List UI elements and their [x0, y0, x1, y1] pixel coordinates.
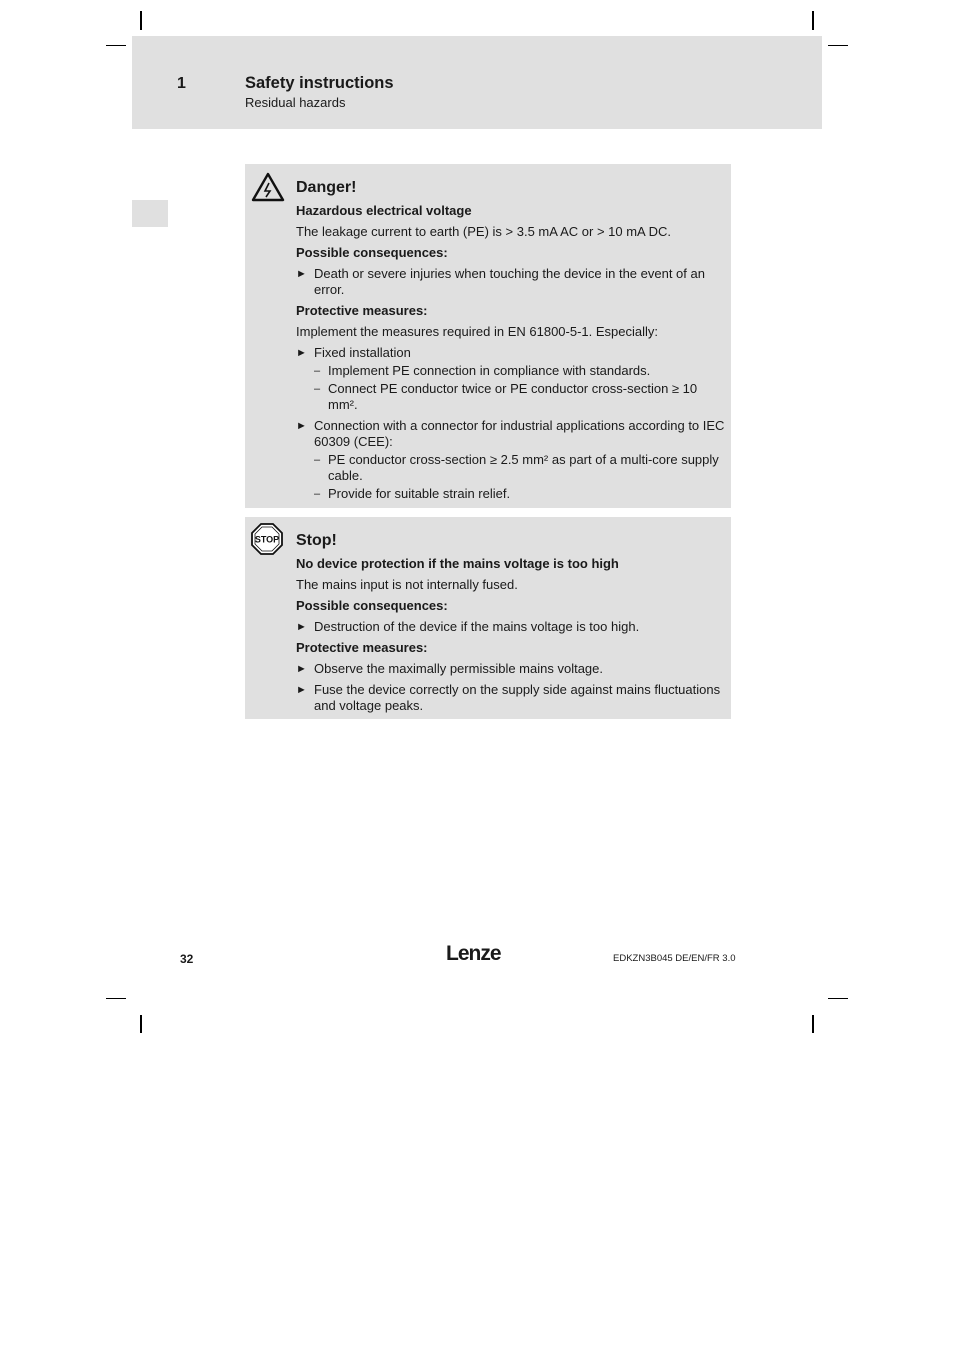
danger-title: Danger!	[296, 179, 357, 196]
dash-icon: –	[314, 383, 321, 395]
list-item	[296, 266, 725, 298]
list-item-text: Destruction of the device if the mains voltage is too high.	[314, 619, 640, 634]
danger-note	[245, 164, 731, 508]
sub-list-item	[314, 363, 725, 379]
sub-list-item-text: Implement PE connection in compliance with standards.	[328, 363, 651, 378]
sub-list-item-text: Connect PE conductor twice or PE conductor cross-section ≥ 10 mm².	[328, 381, 698, 412]
measures-intro: Implement the measures required in EN 61800-5-1. Especially:	[296, 324, 659, 339]
stop-sign-text: STOP	[254, 534, 280, 545]
bullet-arrow-icon: ►	[296, 268, 307, 280]
list-item-text: Connection with a connector for industrial applications according to IEC 60309 (CEE):	[314, 418, 725, 449]
list-item	[296, 345, 725, 413]
hazard-heading: Hazardous electrical voltage	[296, 203, 472, 218]
sub-list	[314, 363, 725, 413]
bullet-arrow-icon: ►	[296, 663, 307, 675]
chapter-title: Safety instructions	[245, 74, 394, 92]
crop-mark	[812, 11, 814, 30]
bullet-arrow-icon: ►	[296, 420, 307, 432]
list-item	[296, 619, 725, 635]
measures-heading: Protective measures:	[296, 303, 428, 318]
list-item-text: Death or severe injuries when touching the device in the event of an error.	[314, 266, 705, 297]
sub-list-item	[314, 486, 725, 502]
hazard-description: The mains input is not internally fused.	[296, 577, 518, 592]
stop-sign-icon	[251, 523, 283, 559]
list-item	[296, 661, 725, 677]
hazard-heading: No device protection if the mains voltage is too high	[296, 556, 619, 571]
danger-note-content	[296, 178, 725, 507]
chapter-side-tab	[132, 200, 168, 227]
crop-mark	[106, 998, 126, 999]
crop-mark	[106, 45, 126, 46]
stop-title: Stop!	[296, 532, 337, 549]
dash-icon: –	[314, 365, 321, 377]
sub-list-item	[314, 452, 725, 484]
crop-mark	[828, 998, 848, 999]
consequences-heading: Possible consequences:	[296, 245, 448, 260]
bullet-arrow-icon: ►	[296, 621, 307, 633]
crop-mark	[140, 1015, 142, 1033]
dash-icon: –	[314, 454, 321, 466]
bullet-arrow-icon: ►	[296, 684, 307, 696]
list-item-text: Fixed installation	[314, 345, 411, 360]
crop-mark	[812, 1015, 814, 1033]
measures-heading: Protective measures:	[296, 640, 428, 655]
chapter-number: 1	[177, 75, 186, 92]
chapter-subtitle: Residual hazards	[245, 95, 346, 110]
list-item-text: Observe the maximally permissible mains voltage.	[314, 661, 603, 676]
lenze-logo: Lenze	[446, 942, 501, 965]
consequences-heading: Possible consequences:	[296, 598, 448, 613]
list-item	[296, 682, 725, 714]
list-item	[296, 418, 725, 502]
sub-list-item-text: Provide for suitable strain relief.	[328, 486, 511, 501]
list-item-text: Fuse the device correctly on the supply side against mains fluctuations and voltage peaks.	[314, 682, 721, 713]
chapter-header-band	[132, 36, 822, 129]
crop-mark	[828, 45, 848, 46]
document-id: EDKZN3B045 DE/EN/FR 3.0	[613, 953, 736, 964]
bullet-arrow-icon: ►	[296, 347, 307, 359]
stop-note	[245, 517, 731, 719]
crop-mark	[140, 11, 142, 30]
electrical-hazard-warning-icon	[251, 172, 285, 206]
stop-note-content	[296, 531, 725, 719]
dash-icon: –	[314, 488, 321, 500]
sub-list-item	[314, 381, 725, 413]
hazard-description: The leakage current to earth (PE) is > 3.5 mA AC or > 10 mA DC.	[296, 224, 672, 239]
sub-list	[314, 452, 725, 502]
page-number: 32	[180, 952, 194, 966]
sub-list-item-text: PE conductor cross-section ≥ 2.5 mm² as part of a multi-core supply cable.	[328, 452, 719, 483]
